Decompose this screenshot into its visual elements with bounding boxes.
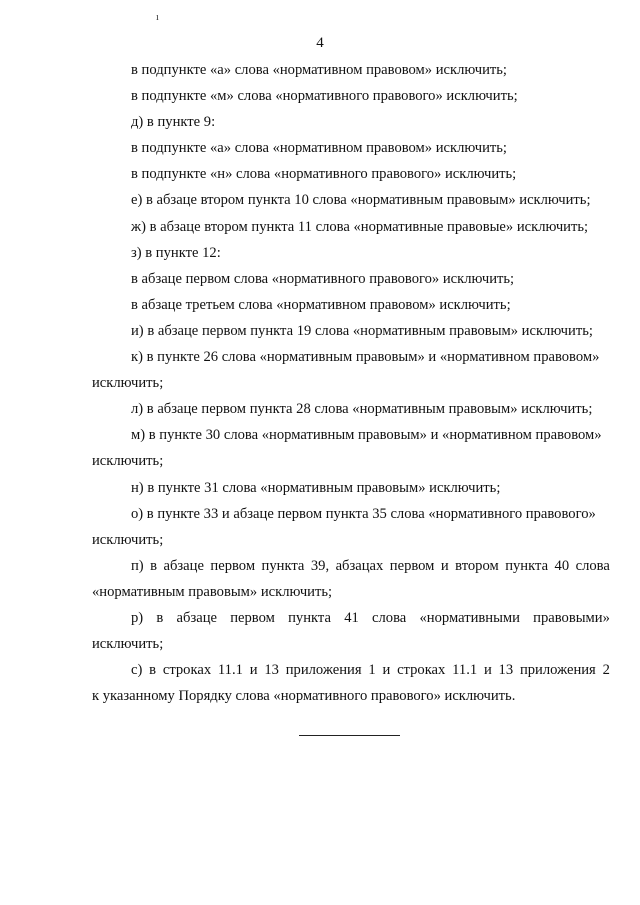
text-line-justified xyxy=(92,605,610,631)
text-line: н) в пункте 31 слова «нормативным правовым» исключить; xyxy=(131,479,501,496)
text-line: м) в пункте 30 слова «нормативным правовым» и «нормативном правовом» xyxy=(131,427,602,444)
closing-rule xyxy=(299,735,400,736)
word: 11.1 xyxy=(217,662,243,679)
word: 2 xyxy=(602,662,610,679)
word: с) xyxy=(131,662,143,679)
word: строках xyxy=(397,662,446,679)
word: 13 xyxy=(264,662,279,679)
word: пункта xyxy=(261,557,305,574)
word: первом xyxy=(210,557,256,574)
word: пункта xyxy=(505,557,549,574)
word: приложения xyxy=(519,662,596,679)
word: 13 xyxy=(498,662,514,679)
text-line-justified xyxy=(92,657,610,683)
word: в xyxy=(156,609,164,626)
text-line: к) в пункте 26 слова «нормативным правовым» и «нормативном правовом» xyxy=(131,349,600,366)
word: 41 xyxy=(344,609,359,626)
word: 11.1 xyxy=(452,662,478,679)
text-line: в подпункте «м» слова «нормативного правового» исключить; xyxy=(131,88,518,105)
text-line: исключить; xyxy=(92,531,164,548)
word: первом xyxy=(230,609,275,626)
word: строках xyxy=(162,662,212,679)
word: и xyxy=(382,662,391,679)
amendments-text xyxy=(92,57,610,709)
word: и xyxy=(483,662,492,679)
scan-mark: ı xyxy=(156,12,159,23)
word: втором xyxy=(455,557,499,574)
word: п) xyxy=(131,557,144,574)
text-line: к указанному Порядку слова «нормативного правового» исключить. xyxy=(92,688,516,705)
text-line: исключить; xyxy=(92,453,164,470)
word: 1 xyxy=(368,662,376,679)
text-line: л) в абзаце первом пункта 28 слова «нормативным правовым» исключить; xyxy=(131,401,593,418)
text-line: исключить; xyxy=(92,636,164,653)
text-line: д) в пункте 9: xyxy=(131,114,216,131)
word: слова xyxy=(575,557,610,574)
text-line: ж) в абзаце втором пункта 11 слова «нормативные правовые» исключить; xyxy=(131,218,589,235)
word: и xyxy=(249,662,258,679)
text-line-justified xyxy=(92,553,610,579)
page-number: 4 xyxy=(316,35,324,51)
text-line: о) в пункте 33 и абзаце первом пункта 35 слова «нормативного правового» xyxy=(131,505,596,522)
word: 39, xyxy=(310,557,330,574)
word: абзаце xyxy=(176,609,217,626)
text-line: з) в пункте 12: xyxy=(131,244,221,261)
word: р) xyxy=(131,609,144,626)
word: первом xyxy=(389,557,435,574)
text-line: «нормативным правовым» исключить; xyxy=(92,583,333,600)
text-line: исключить; xyxy=(92,375,164,392)
word: пункта xyxy=(288,609,331,626)
text-line: в подпункте «а» слова «нормативном правовом» исключить; xyxy=(131,140,507,157)
text-line: и) в абзаце первом пункта 19 слова «нормативным правовым» исключить; xyxy=(131,322,593,339)
text-line: е) в абзаце втором пункта 10 слова «нормативным правовым» исключить; xyxy=(131,192,591,209)
word: в xyxy=(150,557,158,574)
text-line: в подпункте «н» слова «нормативного правового» исключить; xyxy=(131,166,517,183)
word: слова xyxy=(372,609,407,626)
word: приложения xyxy=(285,662,362,679)
word: абзаце xyxy=(163,557,204,574)
word: «нормативными xyxy=(419,609,520,626)
text-line: в подпункте «а» слова «нормативном правовом» исключить; xyxy=(131,62,507,78)
text-line: в абзаце третьем слова «нормативном правовом» исключить; xyxy=(131,296,511,313)
word: правовыми» xyxy=(533,609,610,626)
word: 40 xyxy=(554,557,570,574)
word: и xyxy=(440,557,449,574)
word: в xyxy=(149,662,157,679)
word: абзацах xyxy=(335,557,384,574)
text-line: в абзаце первом слова «нормативного правового» исключить; xyxy=(131,270,515,287)
